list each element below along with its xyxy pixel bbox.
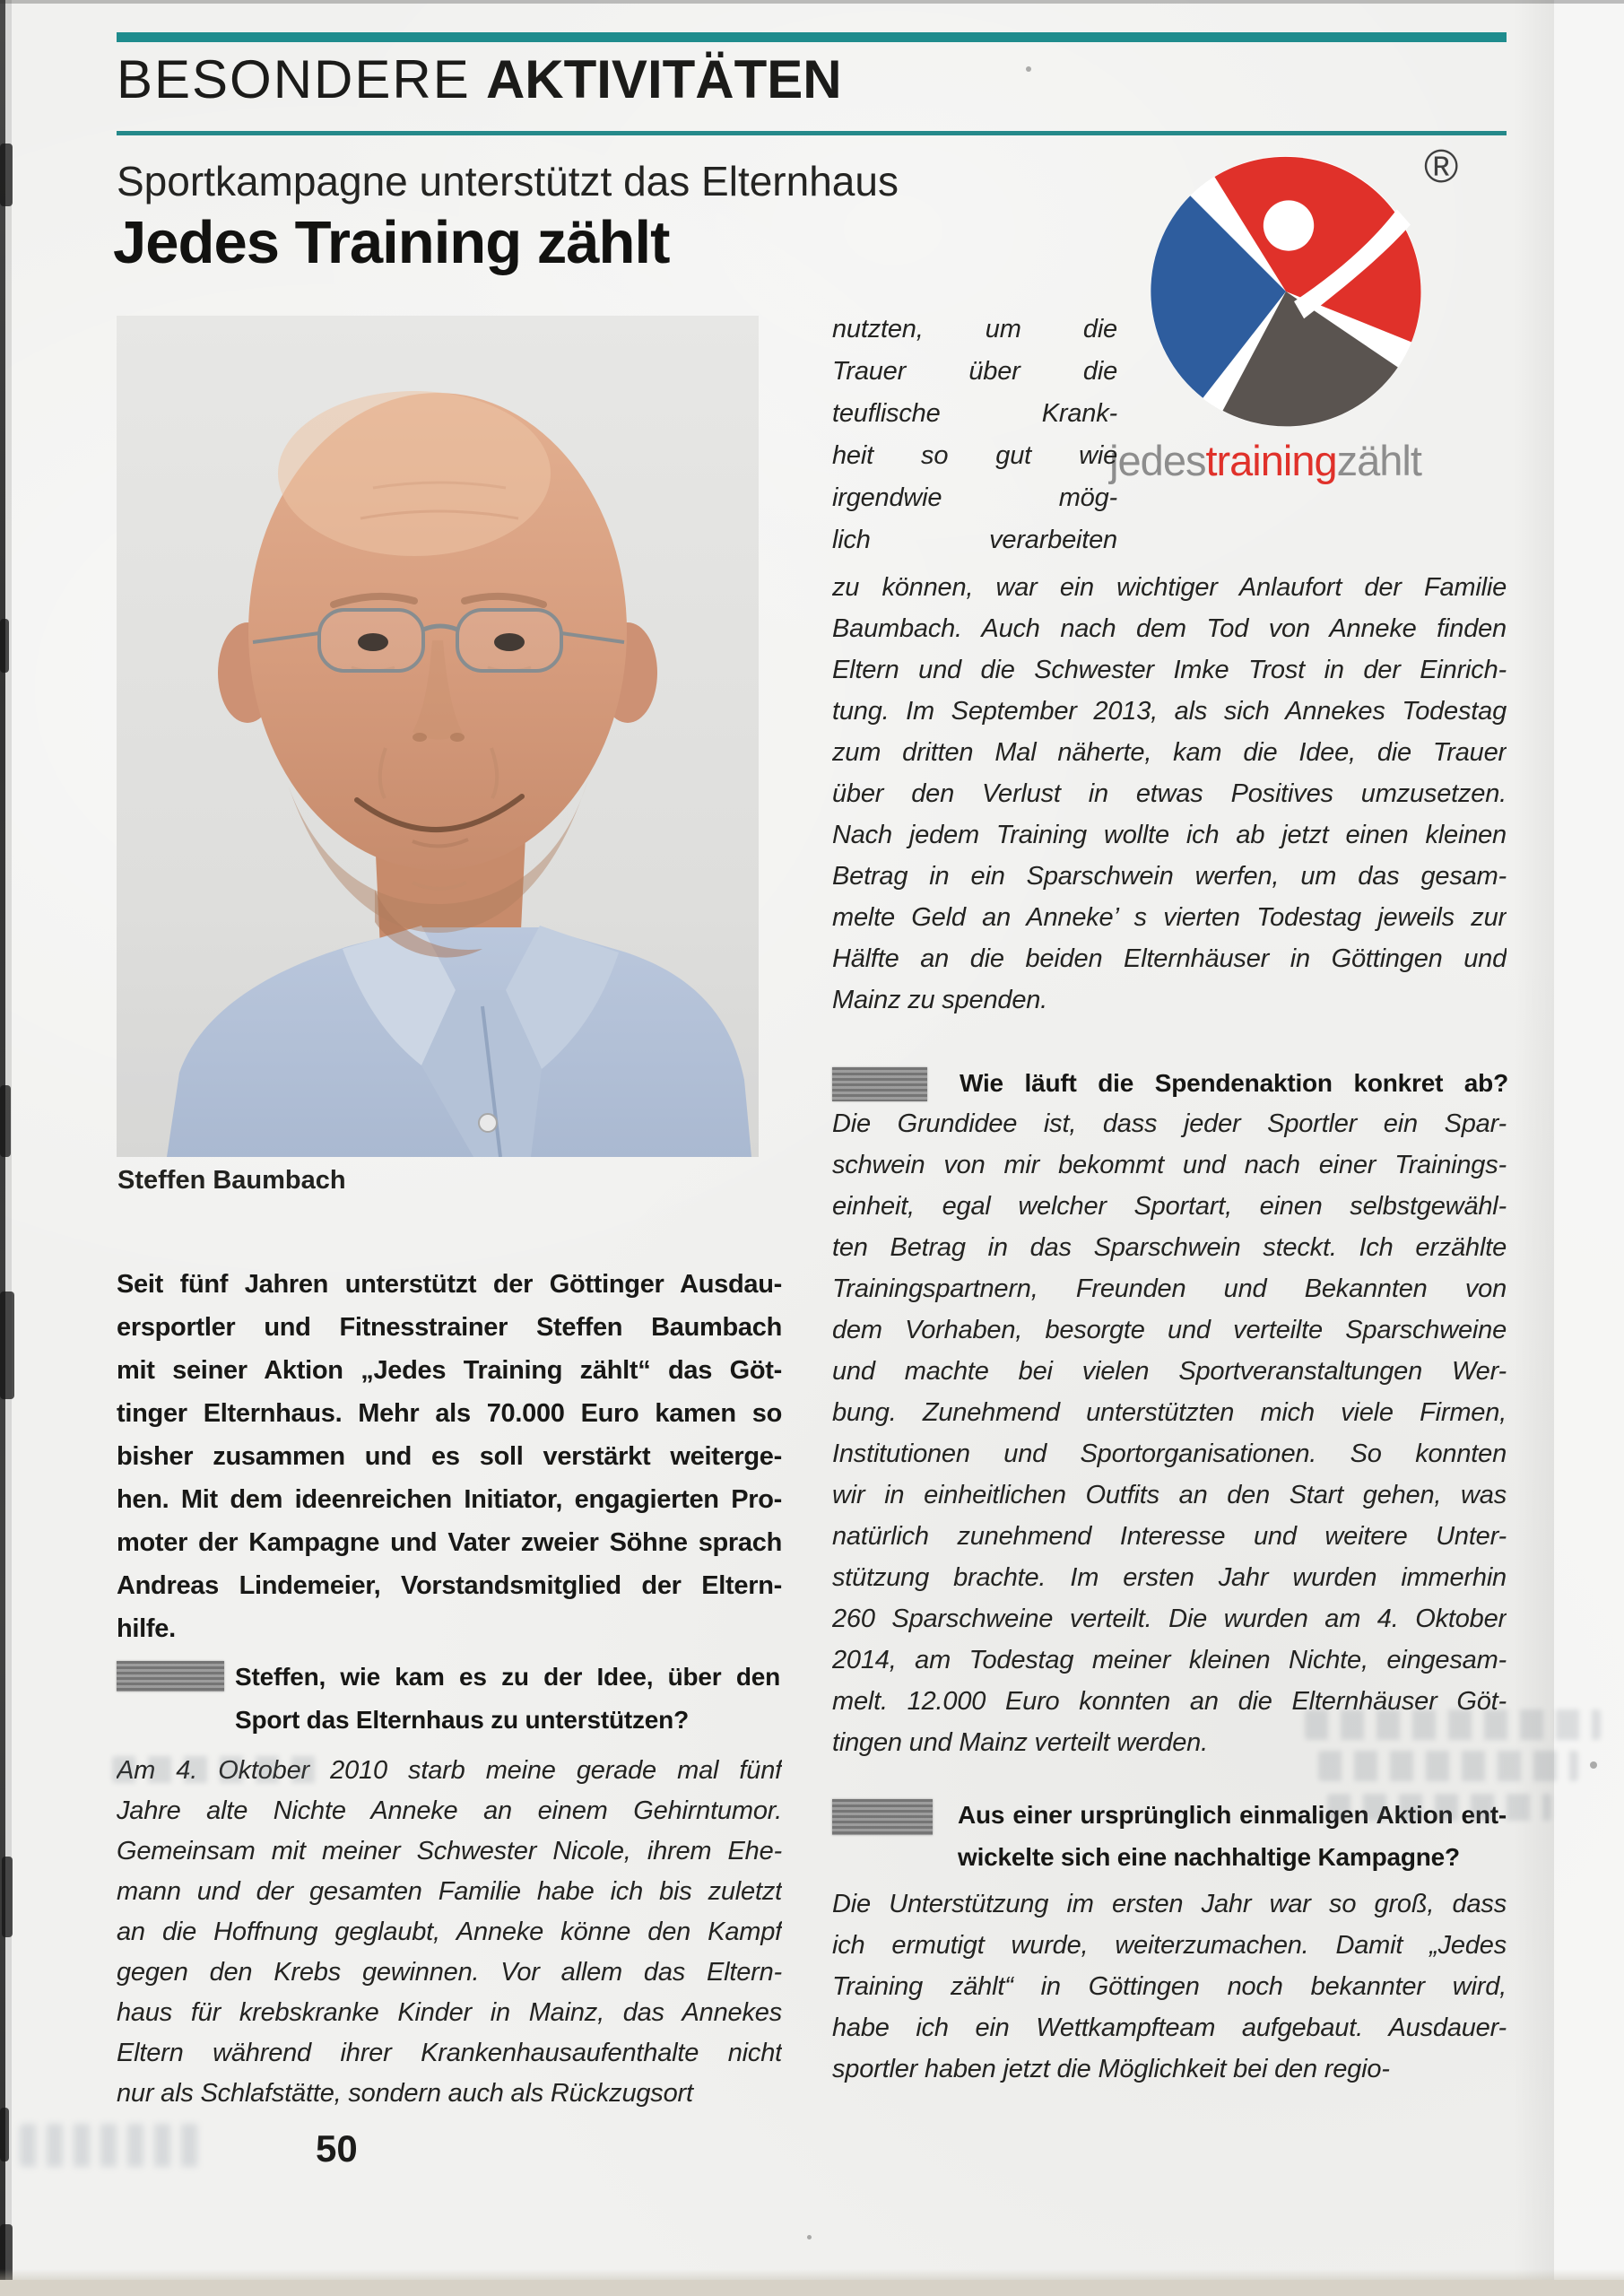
text-line: gegen den Krebs gewinnen. Vor allem das Eltern- bbox=[117, 1958, 782, 1987]
article-title: Jedes Training zählt bbox=[113, 209, 670, 276]
text-line: 260 Sparschweine verteilt. Die wurden am 4. Oktober bbox=[832, 1605, 1507, 1633]
scan-mark bbox=[0, 619, 9, 673]
text-line: haus für krebskranke Kinder in Mainz, das Annekes bbox=[117, 1998, 782, 2027]
text-line: mit seiner Aktion „Jedes Training zählt“ das Göt- bbox=[117, 1356, 782, 1385]
scan-edge-top bbox=[0, 0, 1624, 4]
text-line: Eltern und die Schwester Imke Trost in der Einrich- bbox=[832, 656, 1507, 684]
answer-2 bbox=[832, 1103, 1507, 1763]
text-line: einheit, egal welcher Sportart, einen selbstgewähl- bbox=[832, 1192, 1507, 1221]
column2-wrap-text bbox=[832, 309, 1117, 561]
text-line: Seit fünf Jahren unterstützt der Göttinger Ausdau- bbox=[117, 1270, 782, 1299]
text-line: melte Geld an Anneke’ s vierten Todestag jeweils zur bbox=[832, 903, 1507, 932]
registered-trademark-icon: ® bbox=[1424, 141, 1459, 193]
text-line: schwein von mir bekommt und nach einer Trainings- bbox=[832, 1151, 1507, 1179]
text-line: stützung brachte. Im ersten Jahr wurden immerhin bbox=[832, 1563, 1507, 1592]
scan-mark bbox=[0, 144, 13, 206]
bleed-through-text bbox=[20, 2124, 208, 2167]
text-line: Gemeinsam mit meiner Schwester Nicole, ihrem Ehe- bbox=[117, 1837, 782, 1866]
text-line: Jahre alte Nichte Anneke an einem Gehirntumor. bbox=[117, 1796, 782, 1825]
bleed-through-text bbox=[1327, 1794, 1551, 1821]
text-line: Trainingspartnern, Freunden und Bekannten von bbox=[832, 1274, 1507, 1303]
portrait-photo bbox=[117, 316, 759, 1157]
text-line: hen. Mit dem ideenreichen Initiator, engagierten Pro- bbox=[117, 1485, 782, 1514]
text-line: Sport das Elternhaus zu unterstützen? bbox=[235, 1706, 689, 1734]
text-line: Trauer über die bbox=[832, 357, 1117, 386]
text-line: melt. 12.000 Euro konnten an die Elternhäuser Göt- bbox=[832, 1687, 1507, 1716]
text-line: Wie läuft die Spendenaktion konkret ab? bbox=[960, 1069, 1508, 1097]
text-line: natürlich zunehmend Interesse und weitere Unter- bbox=[832, 1522, 1507, 1551]
text-line: Training zählt“ in Göttingen noch bekannter wird, bbox=[832, 1972, 1507, 2001]
text-line: Aus einer ursprünglich einmaligen Aktion ent- bbox=[958, 1801, 1507, 1829]
answer-1 bbox=[117, 1751, 782, 2114]
text-line: moter der Kampagne und Vater zweier Söhne sprach bbox=[117, 1528, 782, 1557]
question-2 bbox=[960, 1064, 1508, 1103]
text-line: irgendwie mög- bbox=[832, 483, 1117, 512]
text-line: lich verarbeiten bbox=[832, 526, 1117, 554]
wordmark-jedes: jedes bbox=[1109, 437, 1206, 484]
photo-caption: Steffen Baumbach bbox=[117, 1166, 346, 1195]
text-line: bung. Zunehmend unterstützten mich viele Firmen, bbox=[832, 1398, 1507, 1427]
text-line: dem Vorhaben, besorgte und verteilte Sparschweine bbox=[832, 1316, 1507, 1344]
text-line: teuflische Krank- bbox=[832, 399, 1117, 428]
campaign-logo-icon bbox=[1150, 155, 1423, 429]
text-line: Nach jedem Training wollte ich ab jetzt einen kleinen bbox=[832, 821, 1507, 849]
scan-mark bbox=[0, 1085, 11, 1157]
section-kicker bbox=[117, 50, 1193, 109]
text-line: wir in einheitlichen Outfits an den Start gehen, was bbox=[832, 1481, 1507, 1509]
text-line: mann und der gesamten Familie habe ich bis zuletzt bbox=[117, 1877, 782, 1906]
answer-3 bbox=[832, 1883, 1507, 2090]
bleed-through-text bbox=[1318, 1751, 1578, 1781]
text-line: 2014, am Todestag meiner kleinen Nichte, eingesam- bbox=[832, 1646, 1507, 1674]
wordmark-training: training bbox=[1205, 437, 1337, 484]
scan-edge-bottom-shade bbox=[0, 2269, 1624, 2280]
scan-mark bbox=[0, 1292, 14, 1399]
article-subtitle: Sportkampagne unterstützt das Elternhaus bbox=[117, 158, 899, 204]
text-line: nur als Schlafstätte, sondern auch als Rückzugsort bbox=[117, 2079, 693, 2108]
scan-speck bbox=[1590, 1761, 1597, 1769]
scan-fold-shadow bbox=[1514, 0, 1554, 2296]
wordmark-zaehlt: zählt bbox=[1336, 437, 1421, 484]
bleed-through-text bbox=[1305, 1709, 1601, 1740]
text-line: Mainz zu spenden. bbox=[832, 986, 1048, 1014]
scan-mark bbox=[2, 1857, 13, 1937]
text-line: heit so gut wie bbox=[832, 441, 1117, 470]
text-line: hilfe. bbox=[117, 1614, 176, 1643]
text-line: an die Hoffnung geglaubt, Anneke könne den Kampf bbox=[117, 1918, 782, 1946]
intro-paragraph bbox=[117, 1263, 782, 1650]
text-line: zum dritten Mal näherte, kam die Idee, die Trauer bbox=[832, 738, 1507, 767]
text-line: tingen und Mainz verteilt werden. bbox=[832, 1728, 1208, 1757]
text-line: Baumbach. Auch nach dem Tod von Anneke finden bbox=[832, 614, 1507, 643]
text-line: ich ermutigt wurde, weiterzumachen. Damit „Jedes bbox=[832, 1931, 1507, 1960]
text-line: Betrag in ein Sparschwein werfen, um das gesam- bbox=[832, 862, 1507, 891]
redacted-interviewer-box-3 bbox=[832, 1799, 933, 1835]
text-line: sportler haben jetzt die Möglichkeit bei den regio- bbox=[832, 2055, 1390, 2083]
text-line: Hälfte an die beiden Elternhäuser in Göttingen und bbox=[832, 944, 1507, 973]
text-line: zu können, war ein wichtiger Anlaufort der Familie bbox=[832, 573, 1507, 602]
logo-wordmark bbox=[1055, 436, 1476, 485]
text-line: Institutionen und Sportorganisationen. So konnten bbox=[832, 1439, 1507, 1468]
text-line: Am 4. Oktober 2010 starb meine gerade mal fünf bbox=[117, 1756, 782, 1785]
column2-text bbox=[832, 567, 1507, 1021]
page-number: 50 bbox=[316, 2127, 358, 2170]
scan-speck bbox=[807, 2235, 812, 2239]
scan-edge-bottom bbox=[0, 2280, 1624, 2296]
text-line: ersportler und Fitnesstrainer Steffen Baumbach bbox=[117, 1313, 782, 1342]
redacted-interviewer-box-2 bbox=[832, 1067, 927, 1101]
bleed-through-text bbox=[112, 1756, 327, 1783]
scan-right-margin bbox=[1554, 0, 1624, 2296]
text-line: Eltern während ihrer Krankenhausaufenthalte nicht bbox=[117, 2039, 782, 2067]
text-line: ten Betrag in das Sparschwein steckt. Ich erzählte bbox=[832, 1233, 1507, 1262]
redacted-interviewer-box-1 bbox=[117, 1661, 224, 1692]
text-line: tinger Elternhaus. Mehr als 70.000 Euro kamen so bbox=[117, 1399, 782, 1428]
header-rule-bottom bbox=[117, 131, 1507, 135]
text-line: Andreas Lindemeier, Vorstandsmitglied der Eltern- bbox=[117, 1571, 782, 1600]
kicker-light: BESONDERE bbox=[117, 49, 471, 109]
text-line: habe ich ein Wettkampfteam aufgebaut. Ausdauer- bbox=[832, 2013, 1507, 2042]
text-line: und machte bei vielen Sportveranstaltungen Wer- bbox=[832, 1357, 1507, 1386]
text-line: Steffen, wie kam es zu der Idee, über den bbox=[235, 1663, 780, 1691]
text-line: wickelte sich eine nachhaltige Kampagne? bbox=[958, 1843, 1460, 1871]
text-line: tung. Im September 2013, als sich Annekes Todestag bbox=[832, 697, 1507, 726]
text-line: bisher zusammen und es soll verstärkt weiterge- bbox=[117, 1442, 782, 1471]
text-line: Die Unterstützung im ersten Jahr war so groß, dass bbox=[832, 1890, 1507, 1918]
header-rule-top bbox=[117, 32, 1507, 42]
text-line: Die Grundidee ist, dass jeder Sportler ein Spar- bbox=[832, 1109, 1507, 1138]
question-1 bbox=[235, 1656, 780, 1742]
scan-speck bbox=[1026, 66, 1031, 72]
scan-mark bbox=[0, 2108, 9, 2161]
text-line: nutzten, um die bbox=[832, 315, 1117, 344]
text-line: über den Verlust in etwas Positives umzusetzen. bbox=[832, 779, 1507, 808]
kicker-bold: AKTIVITÄTEN bbox=[485, 49, 842, 109]
